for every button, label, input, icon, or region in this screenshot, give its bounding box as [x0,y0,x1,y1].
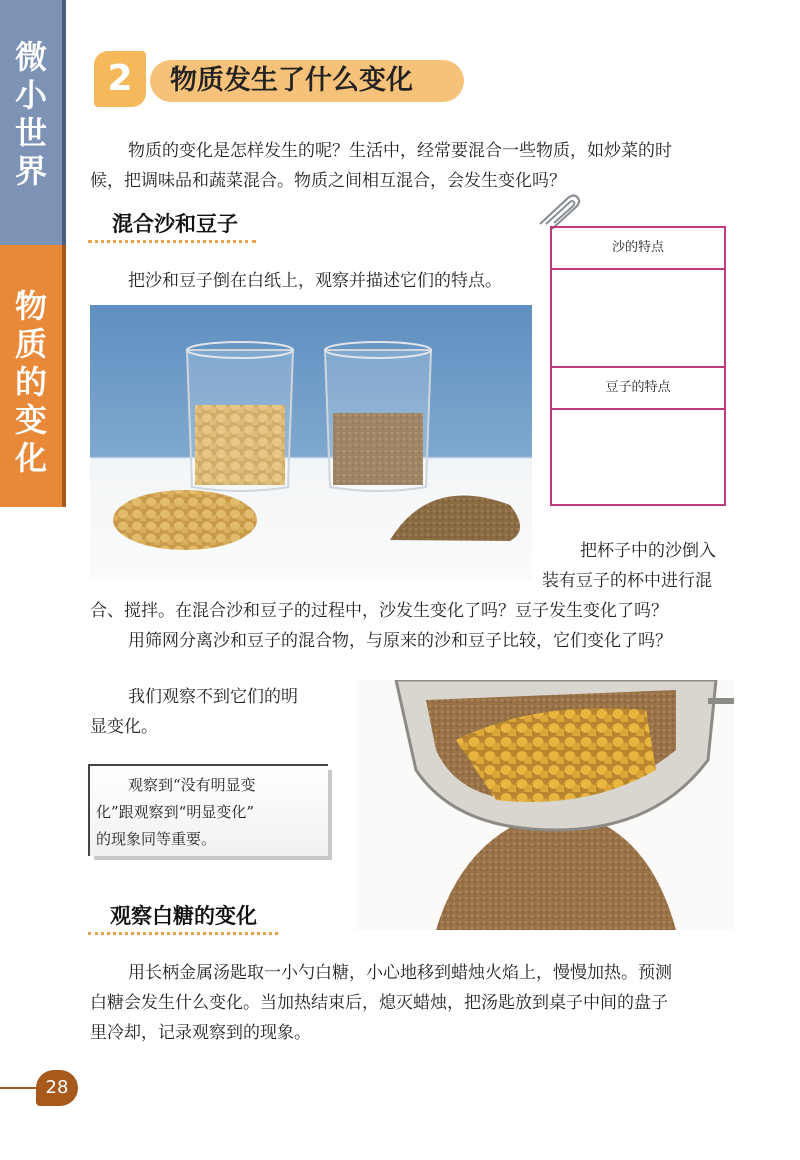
sidebar-char: 质 [14,325,47,363]
body-line: 白糖会发生什么变化。当加热结束后，熄灭蜡烛，把汤匙放到桌子中间的盘子 [90,993,668,1013]
photo-sieve-separation [356,680,734,930]
bean-features-cell [552,410,724,504]
body-line: 用筛网分离沙和豆子的混合物，与原来的沙和豆子比较，它们变化了吗？ [128,631,672,651]
sidebar-char: 世 [14,114,47,152]
tip-shadow [94,856,332,860]
photo-sand-and-beans [90,305,532,580]
sidebar-section-title [0,0,62,190]
lesson-title: 物质发生了什么变化 [150,60,464,102]
tip-box [88,764,328,856]
page-number: 28 [36,1070,78,1106]
sidebar-unit-title [0,245,62,477]
sidebar-char: 的 [14,363,47,401]
sidebar-char: 界 [14,152,47,190]
body-line: 里冷却，记录观察到的现象。 [90,1023,311,1043]
sand-features-cell [552,270,724,368]
section-heading: 观察白糖的变化 [110,904,257,928]
tip-line: 化”跟观察到“明显变化” [96,803,255,821]
tip-line: 的现象同等重要。 [96,830,217,848]
page-number-rule [0,1087,40,1089]
heading-underline [88,240,256,243]
sand-features-header: 沙的特点 [552,228,724,270]
sidebar-unit-tab [0,245,66,507]
body-line: 合、搅拌。在混合沙和豆子的过程中，沙发生变化了吗？豆子发生变化了吗？ [90,601,668,621]
tip-line: 观察到“没有明显变 [128,776,256,794]
tip-shadow [328,770,332,860]
observation-line: 显变化。 [90,717,158,737]
body-line: 把杯子中的沙倒入 [580,541,716,561]
lesson-number: 2 [94,51,146,107]
observation-table [550,226,726,506]
sidebar-char: 微 [14,38,47,76]
intro-line: 候，把调味品和蔬菜混合。物质之间相互混合，会发生变化吗？ [90,171,566,191]
observation-line: 我们观察不到它们的明 [128,687,298,707]
body-line: 装有豆子的杯中进行混 [542,571,712,591]
sidebar-char: 小 [14,76,47,114]
bean-features-header: 豆子的特点 [552,368,724,410]
heading-underline [88,932,278,935]
intro-line: 物质的变化是怎样发生的呢？生活中，经常要混合一些物质，如炒菜的时 [128,141,672,161]
instruction-text: 把沙和豆子倒在白纸上，观察并描述它们的特点。 [128,271,502,291]
sidebar-char: 变 [14,401,47,439]
body-line: 用长柄金属汤匙取一小勺白糖，小心地移到蜡烛火焰上，慢慢加热。预测 [128,963,672,983]
sidebar-char: 物 [14,287,47,325]
paperclip-icon [534,190,582,230]
section-heading: 混合沙和豆子 [112,212,238,236]
sidebar-char: 化 [14,439,47,477]
sidebar-section-tab [0,0,66,245]
